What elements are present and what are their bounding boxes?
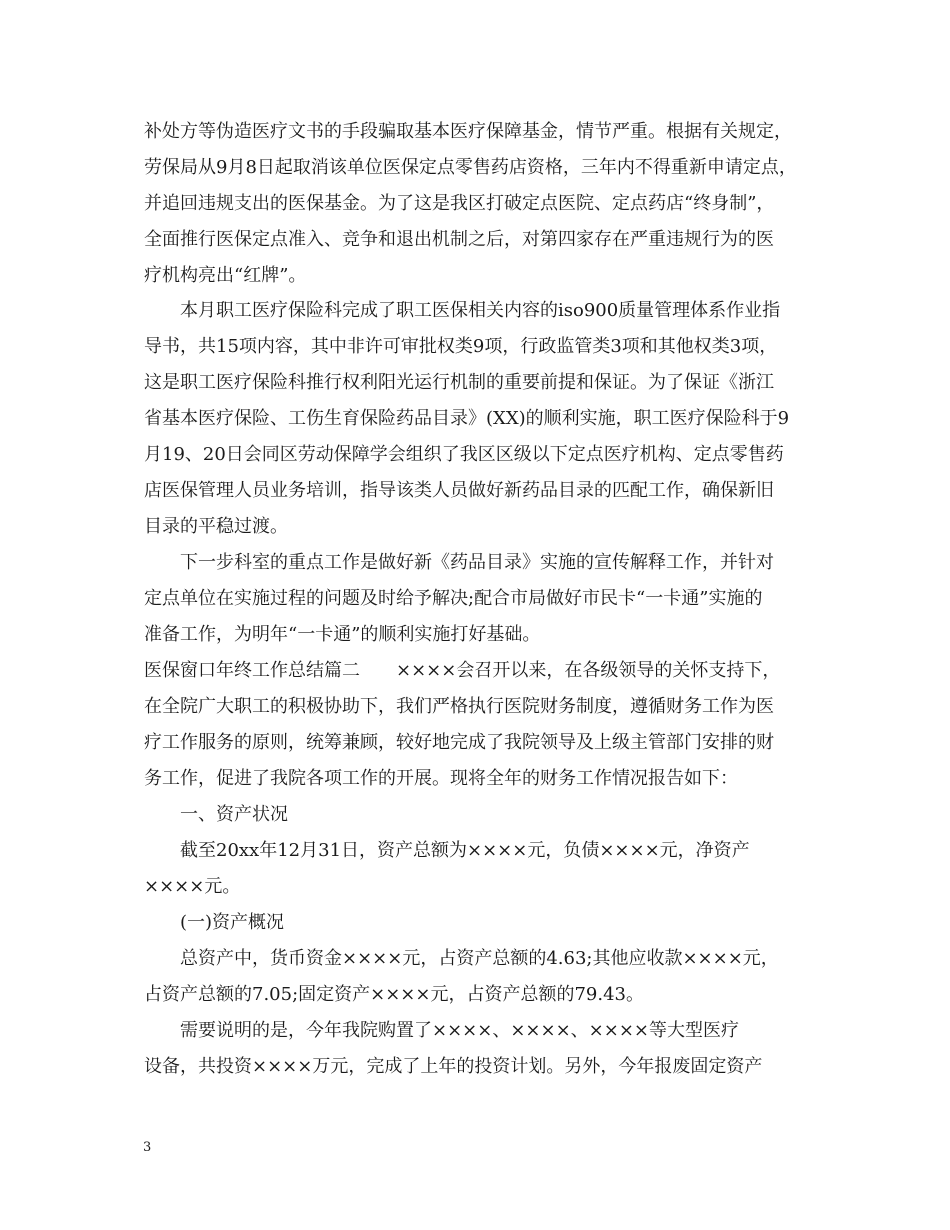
text-line: 疗工作服务的原则，统筹兼顾，较好地完成了我院领导及上级主管部门安排的财 <box>144 732 774 753</box>
text-line: 务工作，促进了我院各项工作的开展。现将全年的财务工作情况报告如下： <box>144 768 738 789</box>
text-line: 导书，共15项内容，其中非许可审批权类9项，行政监管类3项和其他权类3项， <box>144 336 778 357</box>
paragraph-start-line: 需要说明的是，今年我院购置了××××、××××、××××等大型医疗 <box>180 1020 739 1041</box>
text-line: 并追回违规支出的医保基金。为了这是我区打破定点医院、定点药店“终身制”， <box>144 193 775 214</box>
text-line: 在全院广大职工的积极协助下，我们严格执行医院财务制度，遵循财务工作为医 <box>144 696 774 717</box>
paragraph-start-line: 总资产中，货币资金××××元，占资产总额的4.63;其他应收款××××元， <box>180 948 779 969</box>
text-line: 补处方等伪造医疗文书的手段骗取基本医疗保障基金，情节严重。根据有关规定， <box>144 121 792 142</box>
text-line: 占资产总额的7.05;固定资产××××元，占资产总额的79.43。 <box>144 984 644 1005</box>
text-line: 店医保管理人员业务培训，指导该类人员做好新药品目录的匹配工作，确保新旧 <box>144 480 774 501</box>
page-number: 3 <box>143 1140 152 1155</box>
text-line: 省基本医疗保险、工伤生育保险药品目录》(XX)的顺利实施，职工医疗保险科于9 <box>144 408 790 429</box>
text-line: 这是职工医疗保险科推行权利阳光运行机制的重要前提和保证。为了保证《浙江 <box>144 372 774 393</box>
text-line: 定点单位在实施过程的问题及时给予解决;配合市局做好市民卡“一卡通”实施的 <box>144 588 763 609</box>
text-line: 设备，共投资××××万元，完成了上年的投资计划。另外，今年报废固定资产 <box>144 1056 763 1077</box>
heading-assets-status: 一、资产状况 <box>180 804 288 825</box>
text-line: 疗机构亮出“红牌”。 <box>144 265 307 286</box>
text-line: 月19、20日会同区劳动保障学会组织了我区区级以下定点医疗机构、定点零售药 <box>144 444 784 465</box>
text-line: 目录的平稳过渡。 <box>144 516 288 537</box>
section-title-line: 医保窗口年终工作总结篇二 ××××会召开以来，在各级领导的关怀支持下， <box>144 660 781 681</box>
paragraph-start-line: 下一步科室的重点工作是做好新《药品目录》实施的宣传解释工作，并针对 <box>180 552 774 573</box>
heading-assets-overview: (一)资产概况 <box>180 912 285 933</box>
text-line: 全面推行医保定点准入、竞争和退出机制之后，对第四家存在严重违规行为的医 <box>144 229 774 250</box>
paragraph-start-line: 截至20xx年12月31日，资产总额为××××元，负债××××元，净资产 <box>180 840 750 861</box>
text-line: 准备工作，为明年“一卡通”的顺利实施打好基础。 <box>144 624 541 645</box>
text-line: ××××元。 <box>144 876 241 897</box>
text-line: 劳保局从9月8日起取消该单位医保定点零售药店资格，三年内不得重新申请定点， <box>144 157 797 178</box>
paragraph-start-line: 本月职工医疗保险科完成了职工医保相关内容的iso900质量管理体系作业指 <box>180 300 781 321</box>
